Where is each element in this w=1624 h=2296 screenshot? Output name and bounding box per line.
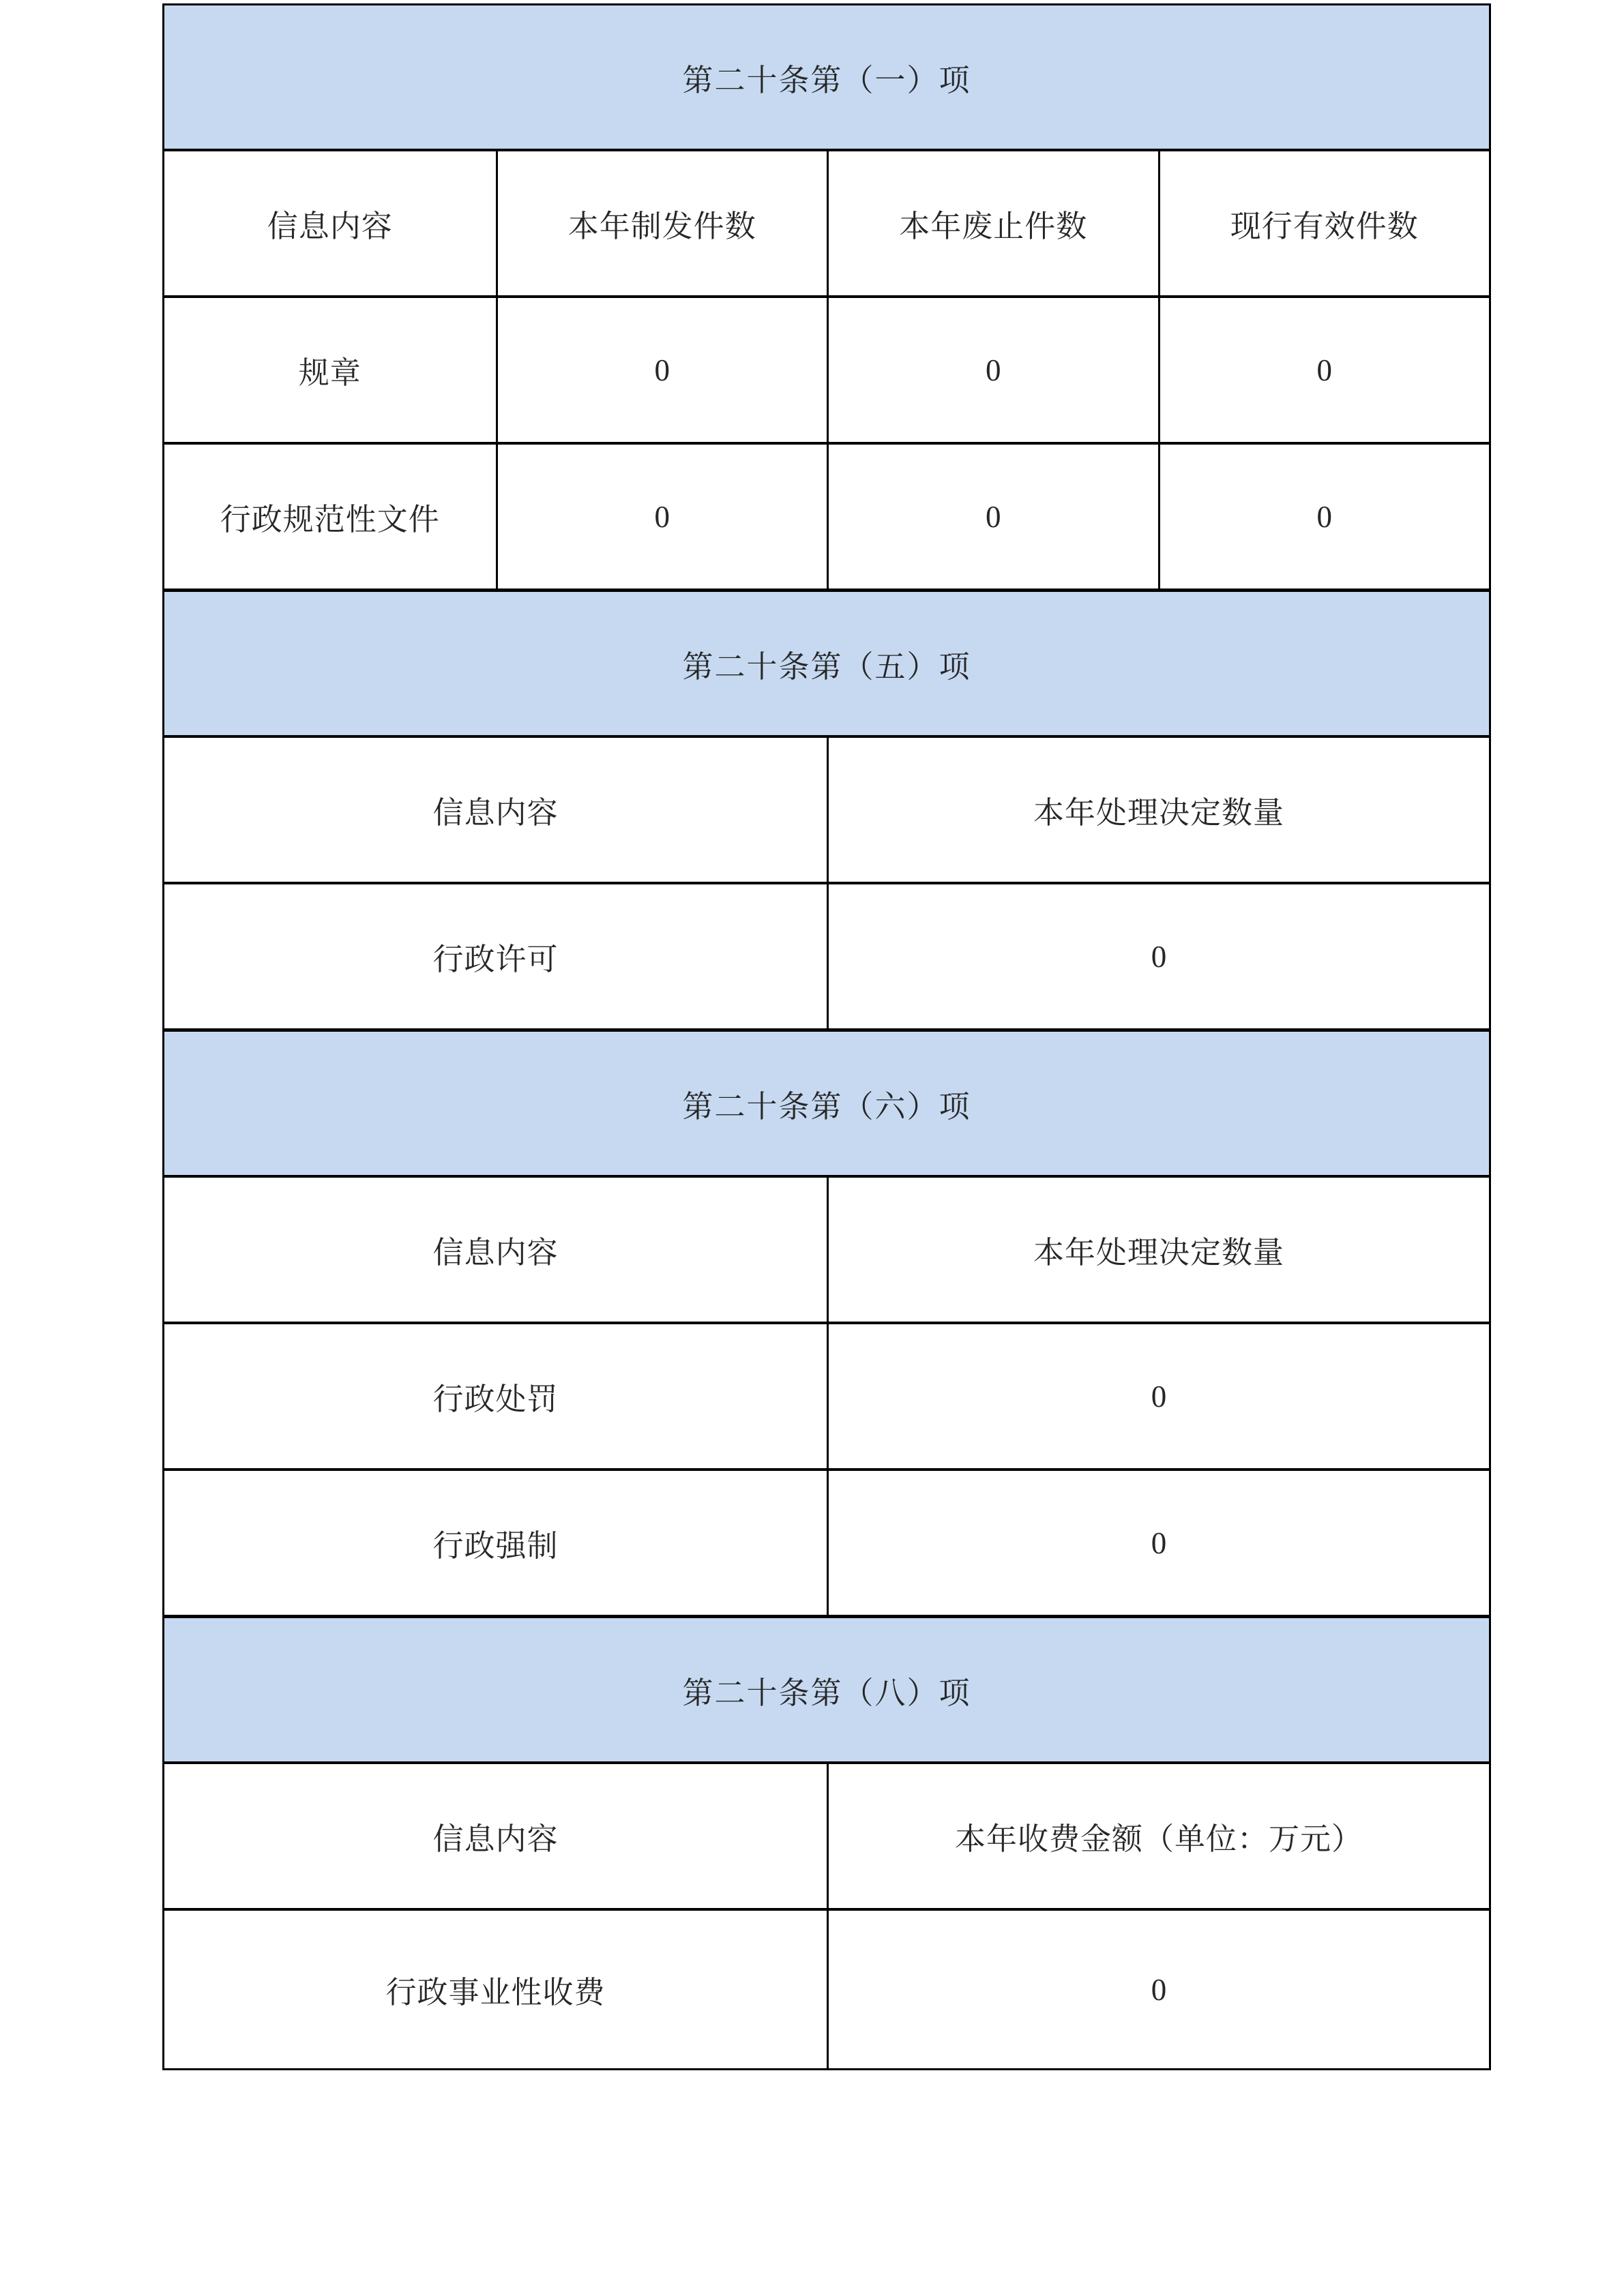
- section-article20-item1: [164, 5, 1489, 588]
- header-cell: 本年收费金额（单位：万元）: [827, 1764, 1489, 1908]
- table-row: [164, 1468, 1489, 1615]
- section-title-band: 第二十条第（一）项: [164, 5, 1489, 149]
- label-cell: 行政强制: [432, 1528, 559, 1563]
- section-title-band: 第二十条第（八）项: [164, 1618, 1489, 1761]
- header-cell: 信息内容: [432, 1821, 559, 1856]
- value-cell: 0: [827, 884, 1489, 1028]
- table-row: [164, 442, 1489, 588]
- label-cell: 行政规范性文件: [220, 502, 440, 537]
- table-header-row: [164, 1175, 1489, 1322]
- header-cell: 信息内容: [432, 795, 559, 830]
- value-cell: 0: [1158, 445, 1490, 588]
- header-cell: 信息内容: [267, 209, 393, 243]
- value-cell: 0: [496, 298, 827, 442]
- label-cell: 规章: [298, 355, 361, 390]
- section-article20-item6: [164, 1028, 1489, 1615]
- table-row: [164, 882, 1489, 1028]
- table-row: [164, 295, 1489, 442]
- section-title-band: 第二十条第（五）项: [164, 592, 1489, 735]
- header-cell: 本年制发件数: [496, 151, 827, 295]
- section-article20-item8: [164, 1615, 1489, 2068]
- table-header-row: [164, 735, 1489, 882]
- header-cell: 本年处理决定数量: [827, 738, 1489, 882]
- header-cell: 本年处理决定数量: [827, 1178, 1489, 1322]
- section-title-band: 第二十条第（六）项: [164, 1032, 1489, 1175]
- table-header-row: [164, 1761, 1489, 1908]
- header-cell: 信息内容: [432, 1235, 559, 1270]
- table-row: [164, 1322, 1489, 1468]
- section-article20-item5: [164, 588, 1489, 1028]
- label-cell: 行政许可: [432, 942, 559, 976]
- value-cell: 0: [827, 445, 1158, 588]
- value-cell: 0: [827, 1324, 1489, 1468]
- value-cell: 0: [827, 1911, 1489, 2068]
- table-header-row: [164, 149, 1489, 295]
- value-cell: 0: [496, 445, 827, 588]
- label-cell: 行政处罚: [432, 1382, 559, 1416]
- header-cell: 现行有效件数: [1158, 151, 1490, 295]
- value-cell: 0: [827, 298, 1158, 442]
- value-cell: 0: [1158, 298, 1490, 442]
- annual-report-tables: [162, 3, 1491, 2070]
- table-row: [164, 1908, 1489, 2068]
- header-cell: 本年废止件数: [827, 151, 1158, 295]
- label-cell: 行政事业性收费: [385, 1975, 606, 2010]
- value-cell: 0: [827, 1471, 1489, 1615]
